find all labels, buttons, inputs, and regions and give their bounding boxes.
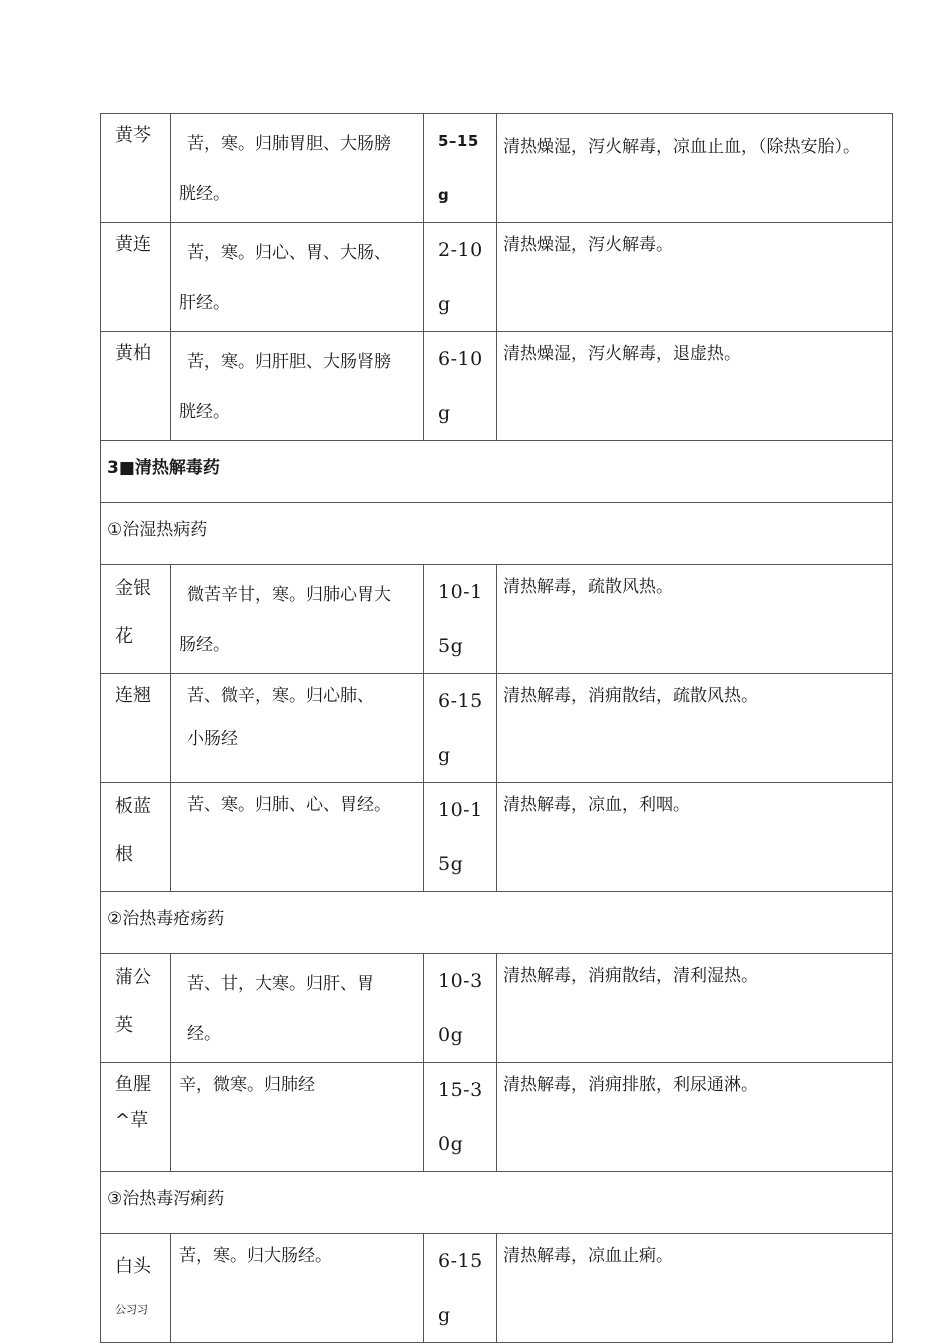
- subsection-title: ②治热毒疮疡药: [101, 892, 893, 954]
- section-title: 3■清热解毒药: [101, 441, 893, 503]
- property-line: 苦，寒。归肝胆、大肠肾膀: [187, 352, 391, 372]
- dosage-line: 0g: [438, 1024, 464, 1046]
- herb-dosage: [424, 223, 497, 332]
- dosage-line: 0g: [438, 1133, 464, 1155]
- herb-dosage: [424, 332, 497, 441]
- property-line: 苦、甘，大寒。归肝、胃: [187, 974, 374, 994]
- property-line: 小肠经: [187, 729, 238, 749]
- name-line: 蒲公: [115, 967, 151, 988]
- dosage-line: 2-10: [438, 239, 483, 261]
- herb-name: [101, 1063, 171, 1172]
- table-row: [101, 954, 893, 1063]
- dosage-line: 10-3: [438, 970, 483, 992]
- dosage-line: 6-15: [438, 690, 483, 712]
- subsection-row: [101, 892, 893, 954]
- name-line: 根: [115, 844, 133, 865]
- herb-name: 连翘: [101, 674, 171, 783]
- herb-effect: 清热解毒，疏散风热。: [497, 565, 893, 674]
- section-row: [101, 441, 893, 503]
- table-row: [101, 674, 893, 783]
- table-row: [101, 332, 893, 441]
- herb-name: [101, 565, 171, 674]
- herb-property: [171, 114, 424, 223]
- table-row: [101, 783, 893, 892]
- herb-table: [100, 113, 893, 1343]
- dosage-line: 6-10: [438, 348, 483, 370]
- name-line: ^草: [115, 1110, 149, 1131]
- dosage-line: 15-3: [438, 1079, 483, 1101]
- herb-effect: 清热解毒，消痈排脓，利尿通淋。: [497, 1063, 893, 1172]
- herb-dosage: [424, 674, 497, 783]
- table-row: [101, 223, 893, 332]
- herb-dosage: [424, 1234, 497, 1343]
- subsection-title: ①治湿热病药: [101, 503, 893, 565]
- herb-name: [101, 1234, 171, 1343]
- name-line: 鱼腥: [115, 1074, 151, 1095]
- herb-property: [171, 223, 424, 332]
- table-row: [101, 1063, 893, 1172]
- dosage-line: 10-1: [438, 581, 483, 603]
- herb-dosage: [424, 114, 497, 223]
- property-line: 苦、寒。归肺、心、胃经。: [187, 795, 391, 815]
- property-line: 肝经。: [179, 293, 230, 313]
- subsection-row: [101, 1172, 893, 1234]
- name-line: 公习习: [115, 1303, 148, 1316]
- herb-name: 黄连: [101, 223, 171, 332]
- dosage-line: g: [438, 402, 451, 424]
- property-line: 苦，寒。归心、胃、大肠、: [187, 243, 391, 263]
- herb-property: [171, 783, 424, 892]
- herb-effect: 清热解毒，消痈散结，清利湿热。: [497, 954, 893, 1063]
- herb-effect: 清热解毒，消痈散结，疏散风热。: [497, 674, 893, 783]
- dosage-line: 5g: [438, 853, 464, 875]
- dosage-line: g: [438, 293, 451, 315]
- herb-name: 黄芩: [101, 114, 171, 223]
- dosage-line: 6-15: [438, 1250, 483, 1272]
- name-line: 花: [115, 626, 133, 647]
- table-row: [101, 114, 893, 223]
- herb-effect: 清热燥湿，泻火解毒，退虚热。: [497, 332, 893, 441]
- name-line: 金银: [115, 578, 151, 599]
- subsection-row: [101, 503, 893, 565]
- dosage-line: 5g: [438, 635, 464, 657]
- herb-name: 黄柏: [101, 332, 171, 441]
- herb-property: 苦，寒。归大肠经。: [171, 1234, 424, 1343]
- herb-property: 辛，微寒。归肺经: [171, 1063, 424, 1172]
- herb-dosage: [424, 783, 497, 892]
- dosage-line: g: [438, 744, 451, 766]
- table-row: [101, 1234, 893, 1343]
- herb-property: [171, 954, 424, 1063]
- herb-effect: 清热燥湿，泻火解毒，凉血止血，（除热安胎）。: [497, 114, 893, 223]
- property-line: 微苦辛甘，寒。归肺心胃大: [187, 585, 391, 605]
- herb-effect: 清热燥湿，泻火解毒。: [497, 223, 893, 332]
- dosage-line: 10-1: [438, 799, 483, 821]
- herb-property: [171, 332, 424, 441]
- herb-dosage: [424, 954, 497, 1063]
- herb-table-page: [100, 113, 892, 1343]
- property-line: 胱经。: [179, 402, 230, 422]
- herb-dosage: [424, 1063, 497, 1172]
- property-line: 胱经。: [179, 184, 230, 204]
- property-line: 肠经。: [179, 635, 230, 655]
- dosage-line: 5–15: [438, 132, 479, 150]
- herb-effect: 清热解毒，凉血止痢。: [497, 1234, 893, 1343]
- subsection-title: ③治热毒泻痢药: [101, 1172, 893, 1234]
- name-line: 板蓝: [115, 796, 151, 817]
- herb-effect: 清热解毒，凉血，利咽。: [497, 783, 893, 892]
- herb-name: [101, 783, 171, 892]
- herb-name: [101, 954, 171, 1063]
- dosage-line: g: [438, 1304, 451, 1326]
- herb-dosage: [424, 565, 497, 674]
- property-line: 经。: [187, 1024, 221, 1044]
- property-line: 苦、微辛，寒。归心肺、: [187, 686, 374, 706]
- name-line: 白头: [115, 1256, 151, 1277]
- table-row: [101, 565, 893, 674]
- herb-property: [171, 674, 424, 783]
- dosage-line: g: [438, 186, 450, 204]
- name-line: 英: [115, 1015, 133, 1036]
- property-line: 苦，寒。归肺胃胆、大肠膀: [187, 134, 391, 154]
- herb-property: [171, 565, 424, 674]
